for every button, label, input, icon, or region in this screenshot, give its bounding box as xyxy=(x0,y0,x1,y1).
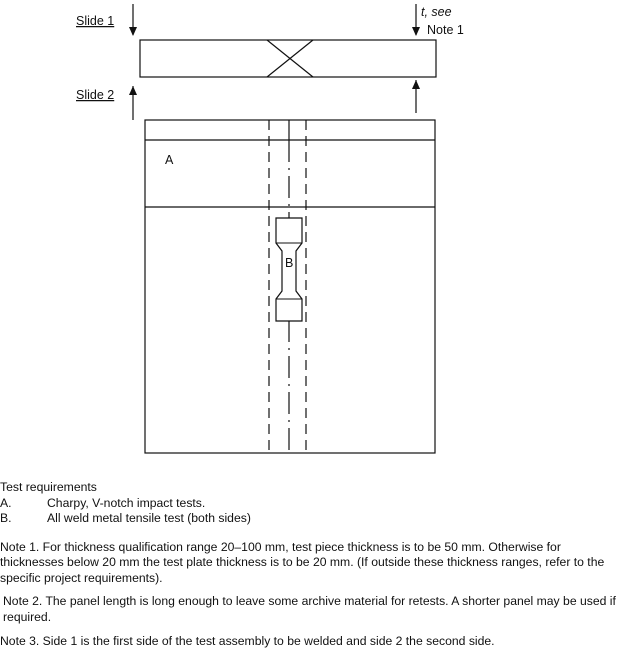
t-note-ref-label: Note 1 xyxy=(427,23,464,37)
requirement-text: Charpy, V-notch impact tests. xyxy=(47,495,206,510)
slide-1-label: Slide 1 xyxy=(76,14,115,28)
arrowhead-up-left xyxy=(129,86,137,95)
slide-2-label: Slide 2 xyxy=(76,88,115,102)
arrowhead-up-right xyxy=(412,80,420,89)
region-b-label: B xyxy=(285,256,294,270)
t-symbol-label: t, see xyxy=(421,5,452,19)
requirement-a xyxy=(0,496,617,512)
requirements-heading: Test requirements xyxy=(0,480,97,494)
plate-cross-section xyxy=(140,40,436,77)
notes-section xyxy=(0,480,617,650)
requirement-key: B. xyxy=(0,511,12,525)
region-a-label: A xyxy=(165,153,174,167)
note-3: Note 3. Side 1 is the first side of the test assembly to be welded and side 2 the second side. xyxy=(0,634,495,648)
requirement-b xyxy=(0,511,617,527)
note-2: Note 2. The panel length is long enough to leave some archive material for retests. A shorter panel may be used if required. xyxy=(3,594,616,624)
note-1: Note 1. For thickness qualification range 20–100 mm, test piece thickness is to be 50 mm. Otherwise for thicknesses below 20 mm the test plate thickness is to be 20 mm. (If outside these thickness ranges, refer to the specific project requirements). xyxy=(0,539,605,585)
requirement-text: All weld metal tensile test (both sides) xyxy=(47,511,251,525)
requirement-key: A. xyxy=(0,495,12,510)
arrowhead-down-left xyxy=(129,27,137,36)
arrowhead-down-right xyxy=(412,27,420,36)
